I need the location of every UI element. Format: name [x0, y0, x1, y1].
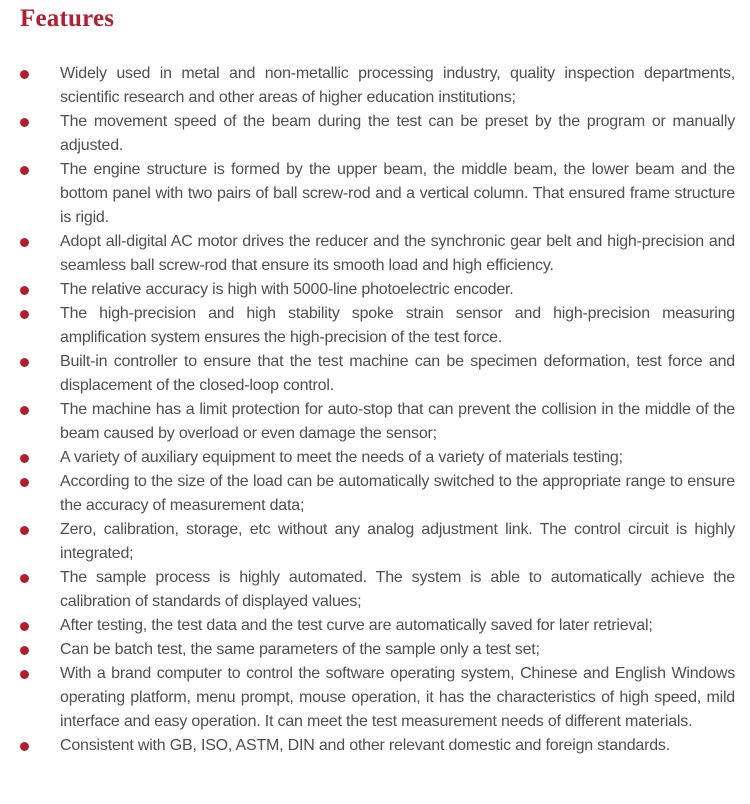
features-list — [20, 62, 735, 758]
feature-list-item — [20, 110, 735, 158]
bullet-icon — [20, 646, 29, 655]
feature-list-item — [20, 446, 735, 470]
feature-list-item — [20, 62, 735, 110]
feature-list-item — [20, 470, 735, 518]
feature-text: The sample process is highly automated. The system is able to automatically achieve the calibration of standards of displayed values; — [60, 569, 735, 610]
feature-list-item — [20, 278, 735, 302]
bullet-icon — [20, 478, 29, 487]
feature-list-item — [20, 734, 735, 758]
feature-text: The high-precision and high stability spoke strain sensor and high-precision measuring amplification system ensures the high-precision of the test force. — [60, 305, 735, 346]
feature-list-item — [20, 638, 735, 662]
feature-text: Can be batch test, the same parameters of the sample only a test set; — [60, 641, 540, 658]
bullet-icon — [20, 670, 29, 679]
bullet-icon — [20, 238, 29, 247]
bullet-icon — [20, 166, 29, 175]
bullet-icon — [20, 286, 29, 295]
feature-text: Built-in controller to ensure that the test machine can be specimen deformation, test force and displacement of the closed-loop control. — [60, 353, 735, 394]
feature-text: The relative accuracy is high with 5000-line photoelectric encoder. — [60, 281, 514, 298]
feature-text: Zero, calibration, storage, etc without any analog adjustment link. The control circuit is highly integrated; — [60, 521, 735, 562]
bullet-icon — [20, 310, 29, 319]
bullet-icon — [20, 406, 29, 415]
bullet-icon — [20, 70, 29, 79]
feature-text: After testing, the test data and the test curve are automatically saved for later retrieval; — [60, 617, 653, 634]
feature-text: Consistent with GB, ISO, ASTM, DIN and other relevant domestic and foreign standards. — [60, 737, 670, 754]
feature-text: The movement speed of the beam during the test can be preset by the program or manually adjusted. — [60, 113, 735, 154]
feature-list-item — [20, 614, 735, 638]
feature-list-item — [20, 158, 735, 230]
page-title: Features — [20, 5, 115, 32]
feature-text: Adopt all-digital AC motor drives the reducer and the synchronic gear belt and high-precision and seamless ball screw-rod that ensure its smooth load and high efficiency. — [60, 233, 735, 274]
feature-text: Widely used in metal and non-metallic processing industry, quality inspection departments, scientific research and other areas of higher education institutions; — [60, 65, 735, 106]
feature-list-item — [20, 566, 735, 614]
feature-text: According to the size of the load can be automatically switched to the appropriate range to ensure the accuracy of measurement data; — [60, 473, 735, 514]
feature-text: With a brand computer to control the software operating system, Chinese and English Windows operating platform, menu prompt, mouse operation, it has the characteristics of high speed, mild interface and easy operation. It can meet the test measurement needs of different materials. — [60, 665, 735, 730]
feature-list-item — [20, 518, 735, 566]
bullet-icon — [20, 526, 29, 535]
feature-list-item — [20, 350, 735, 398]
feature-list-item — [20, 302, 735, 350]
feature-list-item — [20, 662, 735, 734]
bullet-icon — [20, 118, 29, 127]
bullet-icon — [20, 454, 29, 463]
bullet-icon — [20, 742, 29, 751]
feature-list-item — [20, 398, 735, 446]
feature-list-item — [20, 230, 735, 278]
bullet-icon — [20, 358, 29, 367]
feature-text: The machine has a limit protection for auto-stop that can prevent the collision in the middle of the beam caused by overload or even damage the sensor; — [60, 401, 735, 442]
bullet-icon — [20, 574, 29, 583]
feature-text: The engine structure is formed by the upper beam, the middle beam, the lower beam and the bottom panel with two pairs of ball screw-rod and a vertical column. That ensured frame structure is rigid. — [60, 161, 735, 226]
feature-text: A variety of auxiliary equipment to meet the needs of a variety of materials testing; — [60, 449, 623, 466]
bullet-icon — [20, 622, 29, 631]
